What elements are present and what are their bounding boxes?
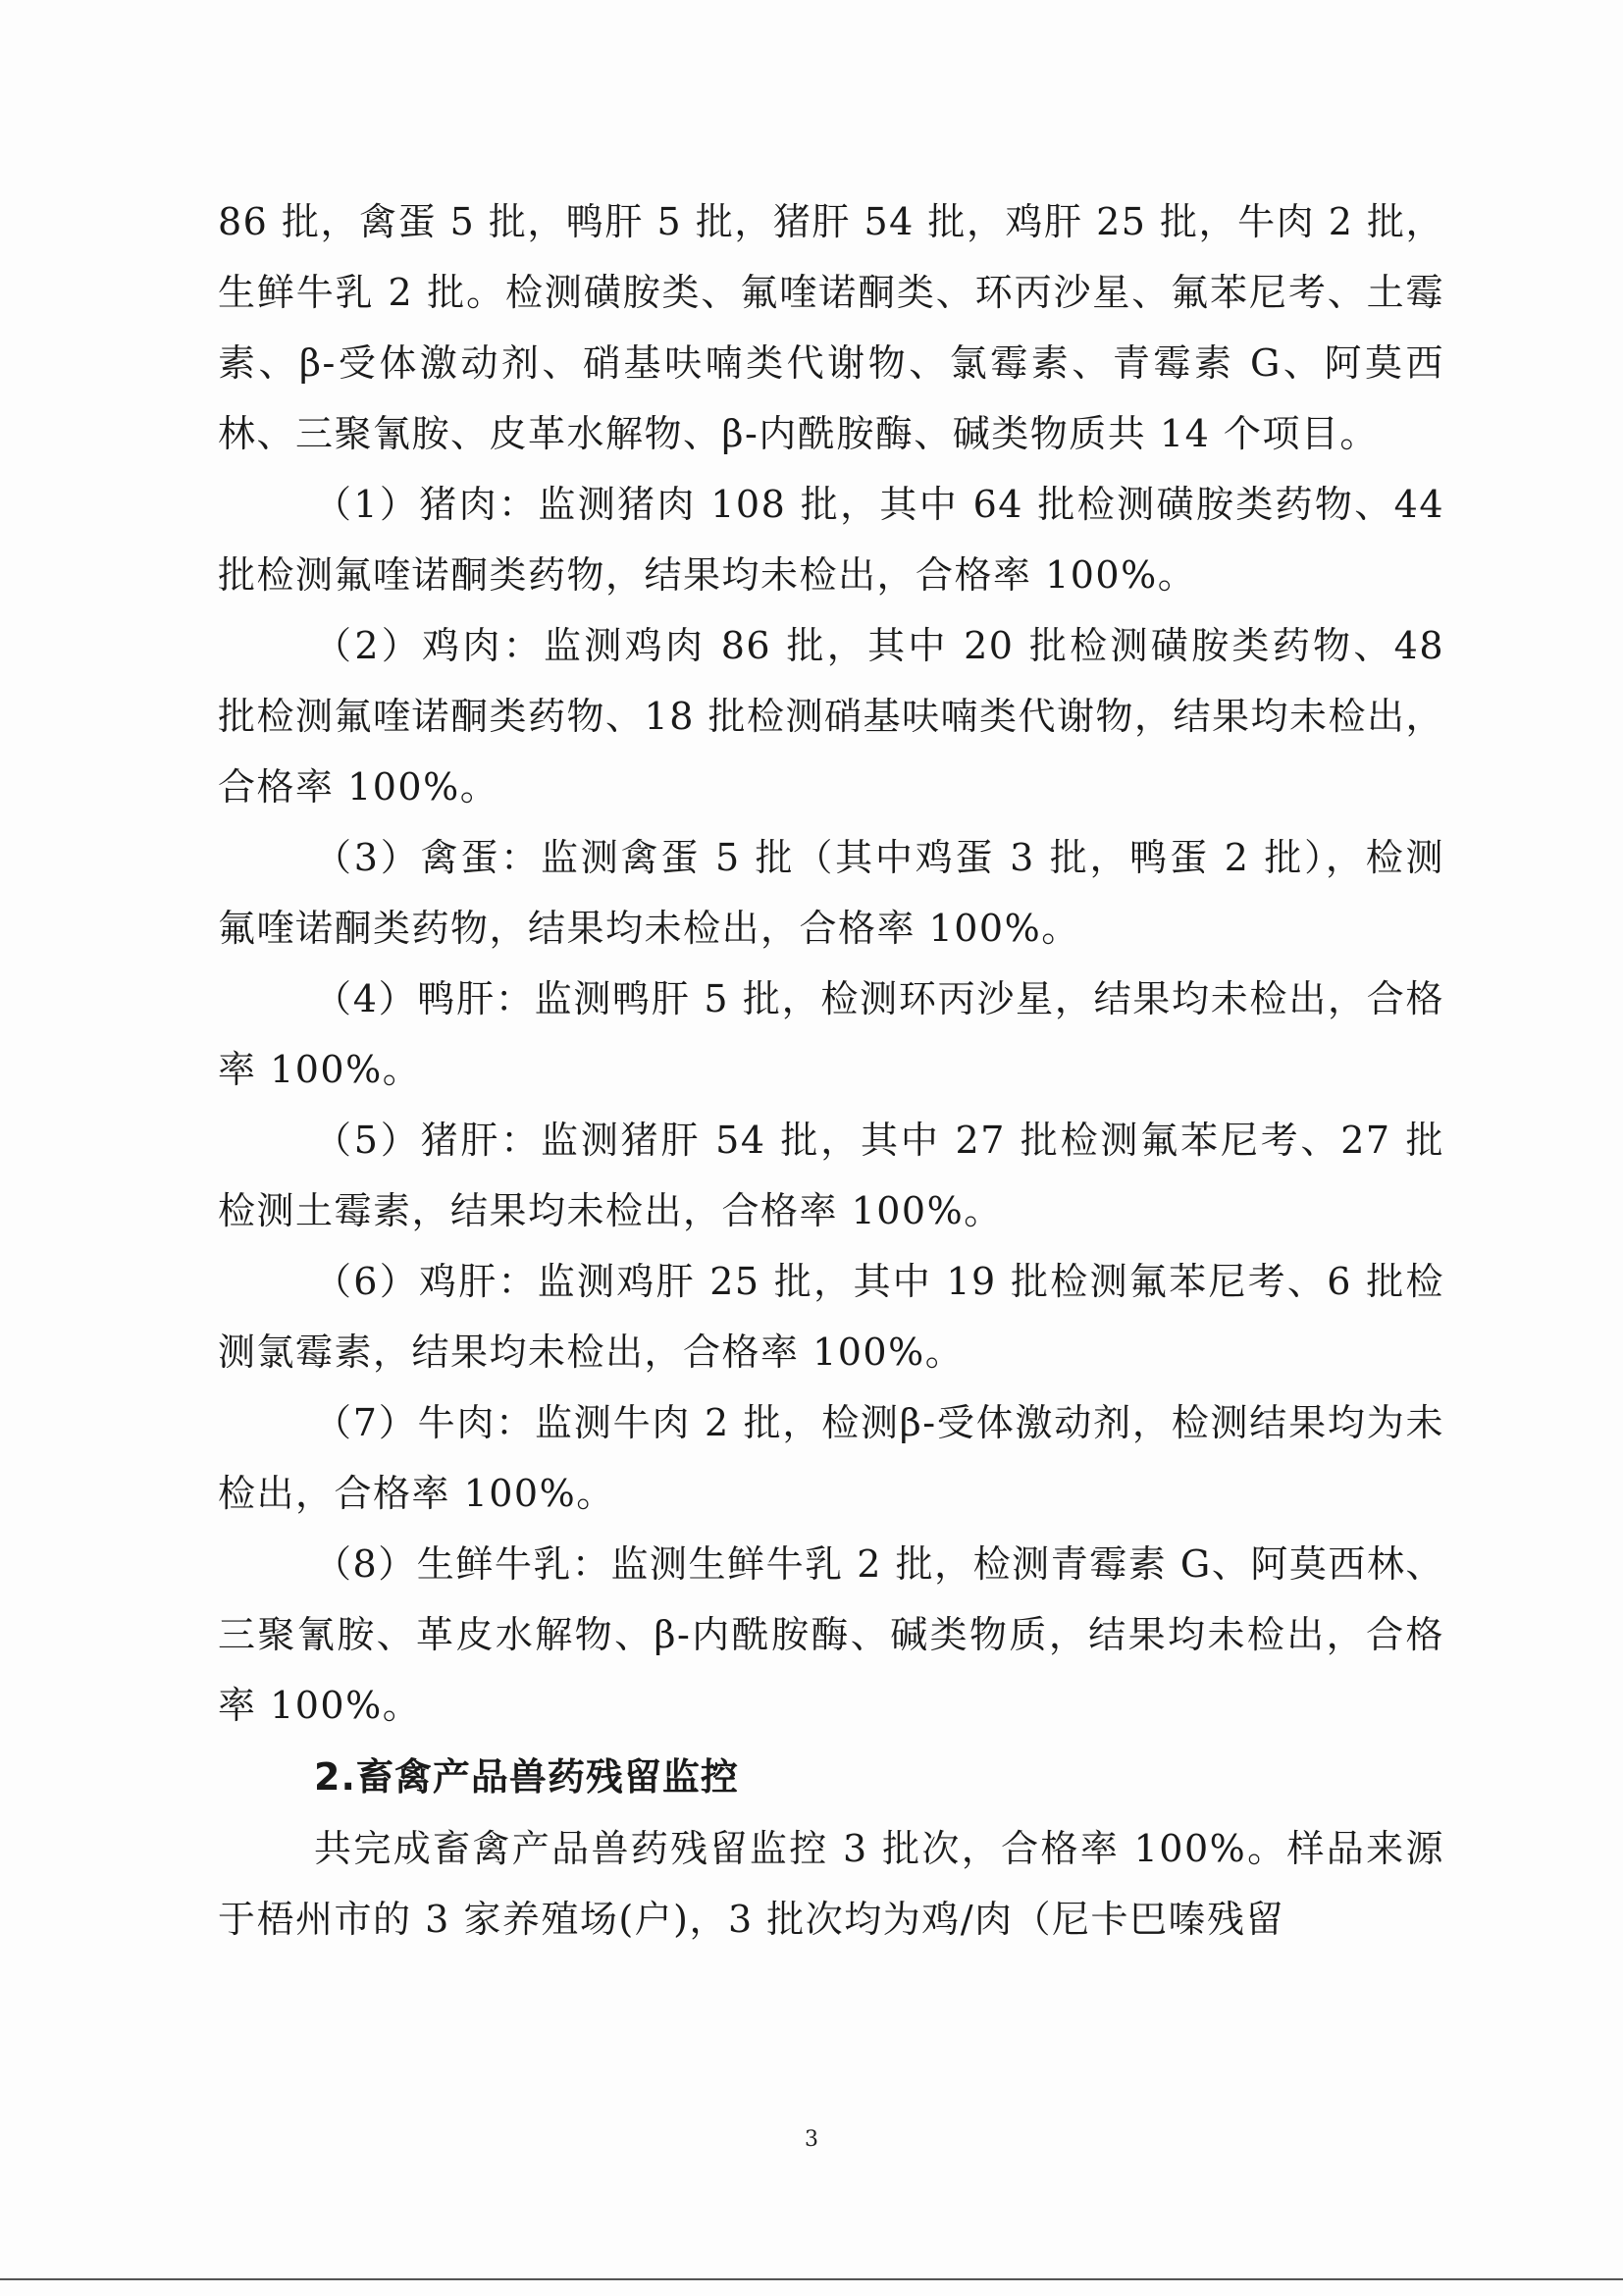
paragraph-duck-liver: （4）鸭肝：监测鸭肝 5 批，检测环丙沙星，结果均未检出，合格率 100%。	[218, 977, 1444, 1091]
paragraph-raw-milk: （8）生鲜牛乳：监测生鲜牛乳 2 批，检测青霉素 G、阿莫西林、三聚氰胺、革皮水解物、β-内酰胺酶、碱类物质，结果均未检出，合格率 100%。	[218, 1542, 1444, 1727]
paragraph-pork-liver: （5）猪肝：监测猪肝 54 批，其中 27 批检测氟苯尼考、27 批检测土霉素，结果均未检出，合格率 100%。	[218, 1119, 1444, 1232]
document-body	[218, 186, 1444, 1955]
paragraph-closing: 共完成畜禽产品兽药残留监控 3 批次，合格率 100%。样品来源于梧州市的 3 家养殖场(户)，3 批次均为鸡/肉（尼卡巴嗪残留	[218, 1827, 1444, 1941]
paragraph-eggs: （3）禽蛋：监测禽蛋 5 批（其中鸡蛋 3 批，鸭蛋 2 批），检测氟喹诺酮类药物，结果均未检出，合格率 100%。	[218, 836, 1444, 950]
paragraph-intro: 86 批，禽蛋 5 批，鸭肝 5 批，猪肝 54 批，鸡肝 25 批，牛肉 2 批，生鲜牛乳 2 批。检测磺胺类、氟喹诺酮类、环丙沙星、氟苯尼考、土霉素、β-受体激动剂、硝基呋喃类代谢物、氯霉素、青霉素 G、阿莫西林、三聚氰胺、皮革水解物、β-内酰胺酶、碱类物质共 14 个项目。	[218, 200, 1444, 455]
paragraph-chicken: （2）鸡肉：监测鸡肉 86 批，其中 20 批检测磺胺类药物、48 批检测氟喹诺酮类药物、18 批检测硝基呋喃类代谢物，结果均未检出，合格率 100%。	[218, 624, 1444, 809]
paragraph-beef: （7）牛肉：监测牛肉 2 批，检测β-受体激动剂，检测结果均为未检出，合格率 100%。	[218, 1401, 1444, 1515]
footer-divider	[0, 2278, 1623, 2280]
paragraph-chicken-liver: （6）鸡肝：监测鸡肝 25 批，其中 19 批检测氟苯尼考、6 批检测氯霉素，结果均未检出，合格率 100%。	[218, 1260, 1444, 1374]
page-number: 3	[805, 2127, 818, 2152]
paragraph-pork: （1）猪肉：监测猪肉 108 批，其中 64 批检测磺胺类药物、44 批检测氟喹诺酮类药物，结果均未检出，合格率 100%。	[218, 483, 1444, 597]
section-heading: 2.畜禽产品兽药残留监控	[314, 1755, 739, 1799]
